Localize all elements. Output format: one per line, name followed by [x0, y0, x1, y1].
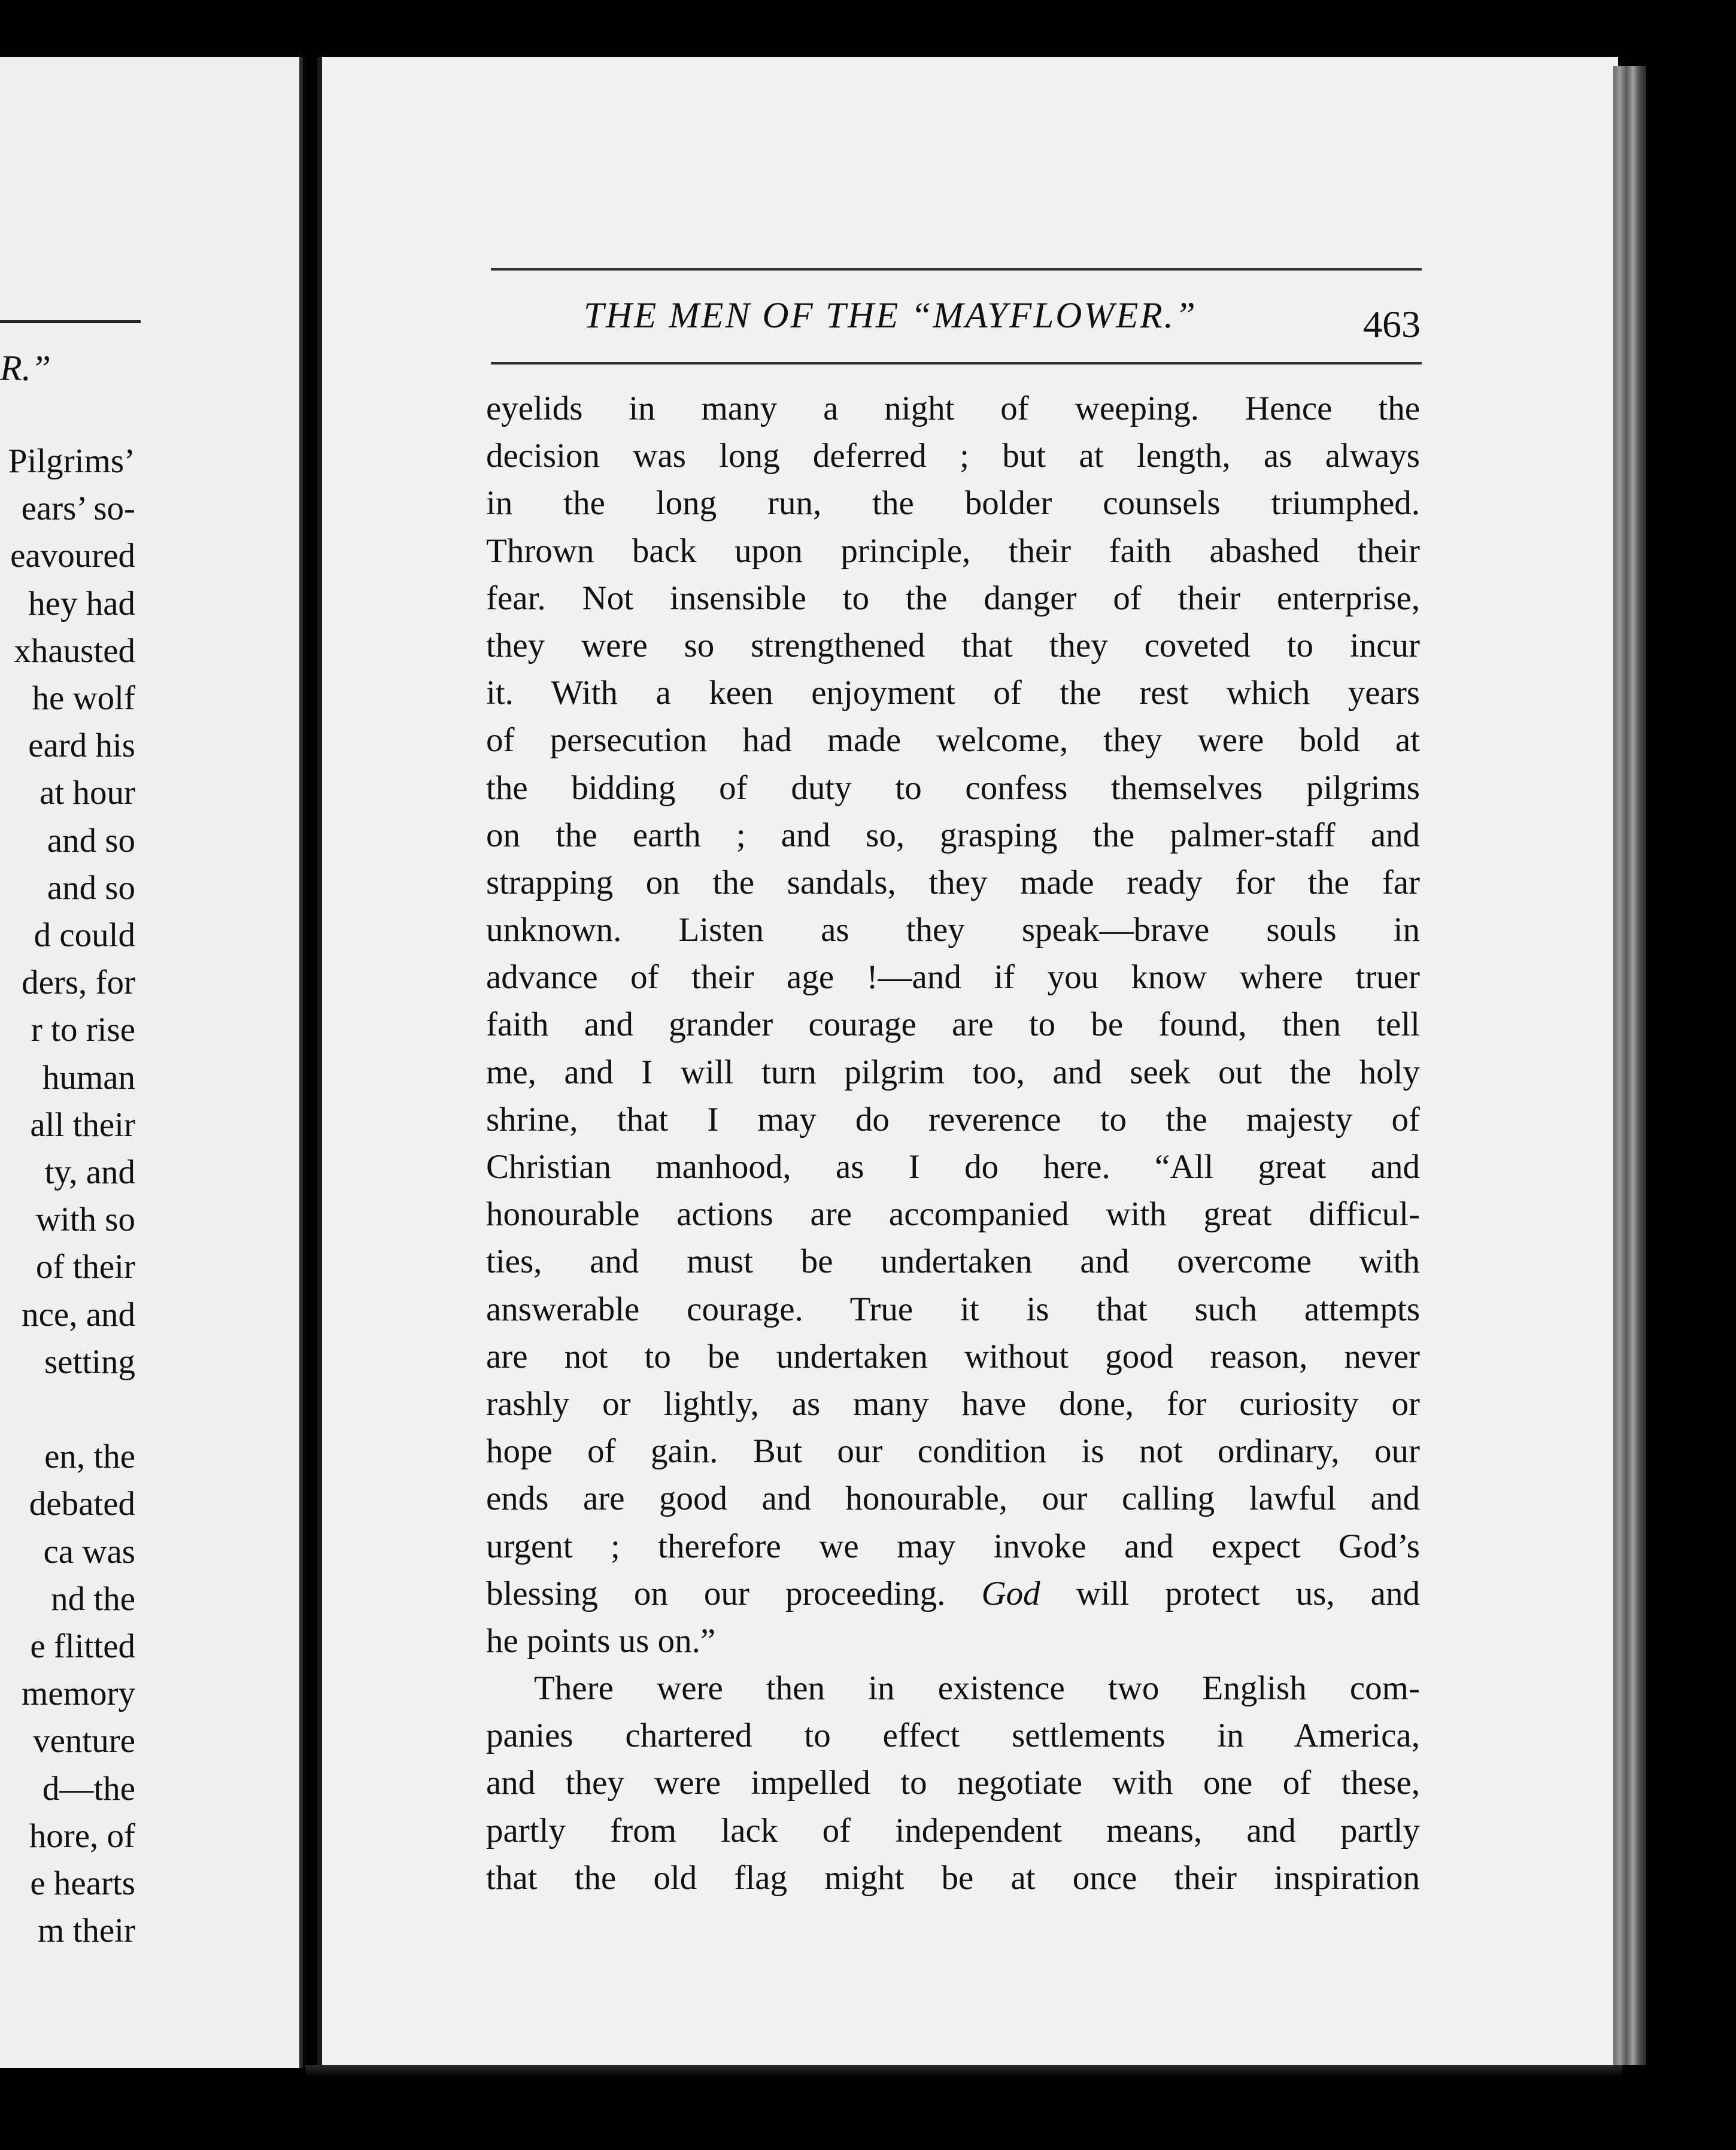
- left-text-line: d—the: [42, 1769, 135, 1808]
- text-line: ties, and must be undertaken and overcome with: [486, 1243, 1420, 1281]
- text-run: blessing on our proceeding.: [486, 1574, 982, 1612]
- left-text-line: hey had: [28, 584, 135, 622]
- page-number: 463: [1363, 303, 1421, 345]
- text-line: strapping on the sandals, they made ready for the far: [486, 863, 1420, 901]
- text-line: of persecution had made welcome, they were bold at: [486, 721, 1420, 760]
- left-text-line: at hour: [40, 774, 135, 812]
- text-line: me, and I will turn pilgrim too, and seek out the holy: [486, 1053, 1420, 1091]
- text-line: that the old flag might be at once their inspiration: [486, 1859, 1420, 1897]
- text-line: unknown. Listen as they speak—brave souls in: [486, 911, 1420, 949]
- left-text-line: with so: [35, 1201, 135, 1239]
- text-line: There were then in existence two English com-: [534, 1669, 1420, 1708]
- left-text-line: hore, of: [29, 1817, 135, 1855]
- text-line: eyelids in many a night of weeping. Hence the: [486, 390, 1420, 427]
- left-text-line: eavoured: [10, 537, 135, 575]
- text-line: fear. Not insensible to the danger of their enterprise,: [486, 579, 1420, 617]
- left-text-line: ca was: [43, 1532, 135, 1571]
- text-line: Christian manhood, as I do here. “All great and: [486, 1148, 1420, 1186]
- text-line: honourable actions are accompanied with great difficul-: [486, 1195, 1420, 1234]
- left-text-line: e hearts: [30, 1864, 135, 1903]
- left-text-line: Pilgrims’: [8, 442, 135, 480]
- text-line: in the long run, the bolder counsels triumphed.: [486, 484, 1420, 523]
- emphasis-text: God: [981, 1574, 1040, 1612]
- left-text-line: en, the: [44, 1438, 135, 1476]
- running-head: THE MEN OF THE “MAYFLOWER.”: [584, 296, 1197, 336]
- page-edge: [1613, 66, 1646, 2065]
- body-text: [486, 385, 1420, 1902]
- left-text-line: m their: [37, 1912, 135, 1950]
- text-line: urgent ; therefore we may invoke and expect God’s: [486, 1527, 1420, 1565]
- left-text-line: he wolf: [32, 679, 135, 718]
- text-line: [486, 1570, 1420, 1617]
- header-rule-top: [491, 268, 1422, 271]
- text-line: they were so strengthened that they coveted to incur: [486, 626, 1420, 664]
- text-line: shrine, that I may do reverence to the majesty of: [486, 1100, 1420, 1138]
- text-line: partly from lack of independent means, and partly: [486, 1811, 1420, 1850]
- left-text-line: setting: [44, 1343, 135, 1381]
- page-bottom-shadow: [305, 2065, 1622, 2077]
- text-line: faith and grander courage are to be found, then tell: [486, 1006, 1420, 1044]
- left-text-line: xhausted: [14, 631, 135, 670]
- left-text-line: [8, 1386, 135, 1433]
- left-text-line: debated: [29, 1485, 135, 1523]
- left-text-line: eard his: [28, 727, 135, 765]
- previous-page: [0, 57, 303, 2068]
- text-line: on the earth ; and so, grasping the palmer-staff and: [486, 816, 1420, 854]
- left-text-line: of their: [35, 1248, 135, 1286]
- left-text-line: all their: [30, 1106, 135, 1144]
- left-text-line: nd the: [51, 1580, 135, 1618]
- left-text-line: memory: [22, 1675, 135, 1713]
- text-line: Thrown back upon principle, their faith abashed their: [486, 532, 1420, 570]
- left-text-line: human: [42, 1058, 135, 1097]
- text-run: will protect us, and: [1040, 1574, 1420, 1612]
- left-text-line: nce, and: [22, 1295, 135, 1334]
- left-header-rule: [0, 320, 141, 323]
- left-text-line: and so: [47, 821, 135, 860]
- left-text-line: e flitted: [30, 1627, 135, 1666]
- left-text-line: venture: [33, 1722, 135, 1760]
- text-line: answerable courage. True it is that such attempts: [486, 1290, 1420, 1328]
- text-line: and they were impelled to negotiate with one of these,: [486, 1764, 1420, 1802]
- left-text-line: and so: [47, 868, 135, 907]
- text-line: advance of their age !—and if you know where truer: [486, 958, 1420, 997]
- header-rule-bottom: [491, 362, 1422, 365]
- text-line: he points us on.”: [486, 1621, 716, 1660]
- text-line: it. With a keen enjoyment of the rest which years: [486, 674, 1420, 712]
- text-line: decision was long deferred ; but at length, as always: [486, 437, 1420, 475]
- text-line: the bidding of duty to confess themselves pilgrims: [486, 769, 1420, 807]
- left-text-line: ty, and: [44, 1153, 135, 1192]
- left-text-line: ders, for: [22, 964, 135, 1002]
- left-text-line: r to rise: [31, 1011, 135, 1049]
- text-line: ends are good and honourable, our calling lawful and: [486, 1480, 1420, 1518]
- left-page-text: [8, 438, 135, 1955]
- left-text-line: ears’ so-: [21, 490, 135, 528]
- text-line: are not to be undertaken without good reason, never: [486, 1337, 1420, 1375]
- text-line: rashly or lightly, as many have done, for curiosity or: [486, 1384, 1420, 1423]
- text-line: hope of gain. But our condition is not ordinary, our: [486, 1432, 1420, 1471]
- left-running-head-fragment: R.”: [0, 348, 51, 388]
- left-text-line: d could: [34, 916, 135, 955]
- text-line: panies chartered to effect settlements in America,: [486, 1717, 1420, 1755]
